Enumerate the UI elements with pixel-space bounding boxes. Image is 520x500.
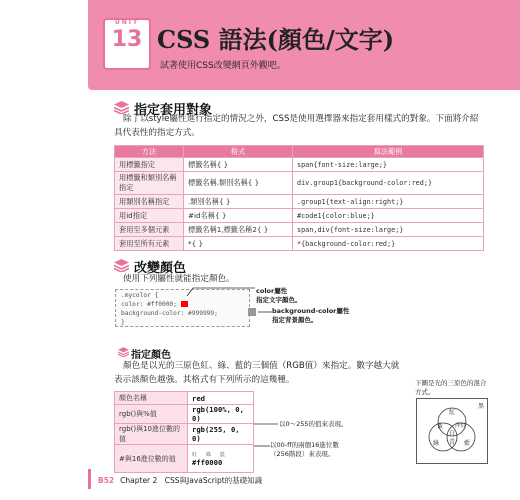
- note-hex: 以00-ff的兩個16進位數（256階段）來表現。: [270, 441, 339, 458]
- chapter-title: Chapter 2 CSS與JavaScript的基礎知識: [120, 476, 263, 485]
- table-cell: span{font-size:large;}: [293, 158, 484, 172]
- venn-label-blue: 藍: [464, 440, 471, 447]
- page-title: CSS 語法(顏色/文字): [157, 25, 395, 54]
- table-cell: #id名稱{ }: [184, 209, 293, 223]
- note-bg-property: background-color屬性 指定背景顏色。: [272, 307, 350, 324]
- table-cell: rgb(255, 0, 0): [188, 424, 254, 445]
- venn-label-magenta: 洋紅: [455, 423, 467, 429]
- venn-label-red: 紅: [449, 409, 456, 416]
- table-cell: rgb()與10進位數的值: [115, 424, 188, 445]
- table-cell: .group1{text-align:right;}: [293, 195, 484, 209]
- table-cell: 套用至多個元素: [115, 223, 184, 237]
- code-line: color: #ff0000;: [121, 300, 218, 309]
- layers-icon: [118, 347, 129, 357]
- hex-value: #ff0000: [192, 457, 223, 467]
- table-cell: 用類別名稱指定: [115, 195, 184, 209]
- venn-label-black: 黑: [478, 403, 485, 410]
- table-cell: 用標籤指定: [115, 158, 184, 172]
- section-paragraph-color: 使用下列屬性就能指定顏色。: [123, 274, 235, 284]
- table-cell: 標籤名稱{ }: [184, 158, 293, 172]
- table-cell: #與16進位數的值: [115, 445, 188, 473]
- red-swatch: [181, 301, 188, 307]
- venn-label-white: 白: [449, 430, 456, 437]
- table-cell: [188, 445, 254, 473]
- table-row: [115, 405, 254, 424]
- table-cell: .類別名稱{ }: [184, 195, 293, 209]
- hex-sublabels: 紅 綠 藍: [192, 451, 229, 458]
- note-decimal: 以0～255的值來表現。: [279, 420, 348, 428]
- table-row: [115, 237, 484, 251]
- footer-accent-bar: [88, 469, 91, 489]
- table-row: [115, 172, 484, 195]
- page-subtitle: 試著使用CSS改變網頁外觀吧。: [160, 61, 286, 71]
- section-paragraph-specify-color: 顏色是以光的三原色紅、綠、藍的三個值（RGB值）來指定。數字越大就表示該顏色越強。其格式有下列所示的這幾種。: [114, 361, 400, 385]
- table-cell: span,div{font-size:large;}: [293, 223, 484, 237]
- code-line: }: [121, 319, 125, 326]
- leader-line-hex: [254, 440, 270, 452]
- table-header: 格式: [184, 146, 293, 158]
- venn-label-yellow: 黃: [437, 423, 444, 430]
- leader-line-decimal: [254, 418, 278, 430]
- venn-caption: 下圖是光的三原色的混合方式。: [415, 379, 487, 396]
- section-title-color: 改變顏色: [134, 261, 187, 276]
- code-line: background-color: #999999;: [121, 310, 218, 317]
- selector-table: [114, 145, 484, 251]
- venn-label-cyan: 青: [449, 439, 456, 446]
- unit-number: 13: [111, 27, 143, 52]
- section-title-selector: 指定套用對象: [134, 103, 213, 118]
- venn-label-green: 綠: [433, 440, 440, 447]
- table-cell: rgb(100%, 0, 0): [188, 405, 254, 424]
- code-line: .mycolor {: [121, 292, 159, 299]
- table-cell: *{ }: [184, 237, 293, 251]
- page-footer: [98, 475, 262, 486]
- page-number: B52: [98, 476, 115, 485]
- table-cell: div.group1{background-color:red;}: [293, 172, 484, 195]
- table-cell: 顏色名稱: [115, 392, 188, 405]
- layers-icon: [114, 259, 129, 272]
- table-header-row: [115, 146, 484, 158]
- table-cell: rgb()與%值: [115, 405, 188, 424]
- table-cell: 標籤名稱1,標籤名稱2{ }: [184, 223, 293, 237]
- table-header: 方法: [115, 146, 184, 158]
- section-title-specify-color: 指定顏色: [131, 350, 171, 361]
- table-row: [115, 424, 254, 445]
- table-cell: red: [188, 392, 254, 405]
- leader-line-bg: [258, 306, 272, 314]
- table-row: [115, 158, 484, 172]
- table-cell: *{background-color:red;}: [293, 237, 484, 251]
- color-format-table: [114, 391, 254, 473]
- section-paragraph-selector: 除了以style屬性進行指定的情況之外，CSS是使用選擇器來指定套用樣式的對象。下面將介紹具代表性的指定方式。: [114, 114, 479, 138]
- table-cell: 標籤名稱.類別名稱{ }: [184, 172, 293, 195]
- table-cell: 套用至所有元素: [115, 237, 184, 251]
- table-header: 寫法範例: [293, 146, 484, 158]
- unit-label: UNIT: [114, 19, 140, 26]
- table-cell: #code1{color:blue;}: [293, 209, 484, 223]
- table-row: [115, 195, 484, 209]
- note-color-property: color屬性 指定文字顏色。: [256, 287, 302, 304]
- table-row: [115, 445, 254, 473]
- table-row: [115, 223, 484, 237]
- table-row: [115, 209, 484, 223]
- table-cell: 用id指定: [115, 209, 184, 223]
- leader-line-color: [185, 284, 257, 298]
- table-row: [115, 392, 254, 405]
- gray-swatch: [248, 308, 256, 316]
- table-cell: 用標籤和類別名稱指定: [115, 172, 184, 195]
